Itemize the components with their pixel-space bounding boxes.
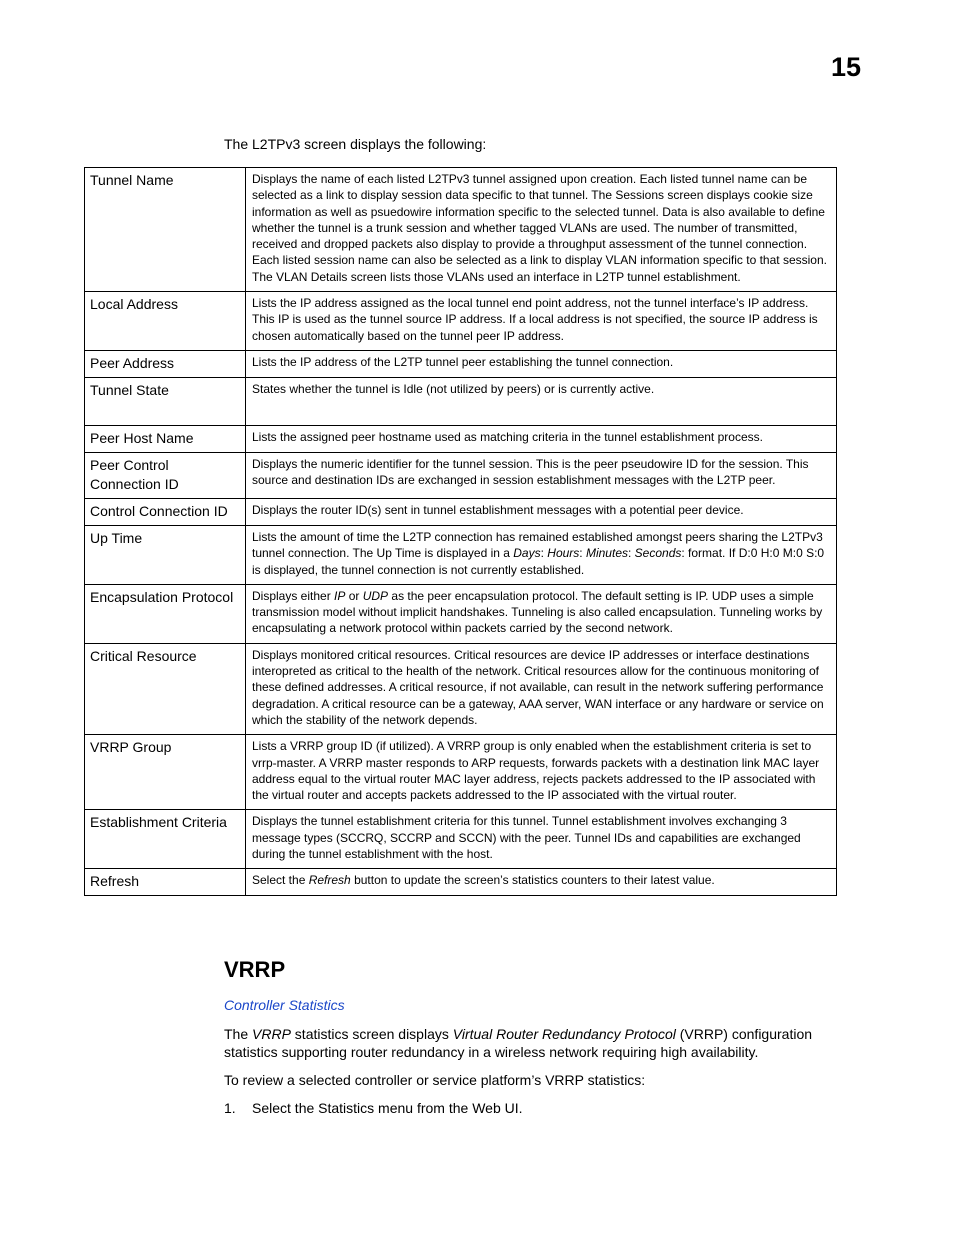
chapter-number: 15: [831, 52, 862, 82]
row-description: [246, 525, 837, 584]
text-segment: Lists the assigned peer hostname used as matching criteria in the tunnel establishment process.: [252, 429, 763, 444]
emphasis-text: VRRP: [252, 1026, 291, 1042]
table-row: [85, 643, 837, 734]
section-title: VRRP: [224, 957, 286, 982]
step-number: 1.: [224, 1100, 236, 1116]
table-row: [85, 810, 837, 869]
row-term: Tunnel State: [85, 377, 246, 425]
row-term: Peer Address: [85, 350, 246, 377]
table-row: [85, 377, 837, 425]
text-segment: (VRRP) configuration statistics supporting router redundancy in a wireless network requiring high availability.: [224, 1026, 813, 1060]
text-segment: :: [540, 546, 548, 561]
table-row: [85, 350, 837, 377]
row-description: [246, 810, 837, 869]
table-row: [85, 292, 837, 351]
row-term: Tunnel Name: [85, 168, 246, 292]
text-segment: :: [579, 546, 586, 561]
text-segment: Displays the name of each listed L2TPv3 tunnel assigned upon creation. Each listed tunnel name can be selected as a link to display session data specific to that tunnel. The Sessions screen displays cookie size information as well as psuedowire information specific to the selected tunnel. Data is also available to define whether the tunnel is a trunk session and whether tagged VLANs are used. The number of transmitted, received and dropped packets also display to provide a throughput assessment of the tunnel connection. Each listed session name can also be selected as a link to display VLAN information specific to that session. The VLAN Details screen lists those VLANs used an interface in L2TP tunnel establishment.: [252, 172, 827, 284]
text-segment: Displays monitored critical resources. Critical resources are device IP addresses or interface destinations interopreted as critical to the health of the network. Critical resources allow for the continuous monitoring of these defined addresses. A critical resource, if not available, can result in the network suffering performance degradation. A critical resource can be a gateway, AAA server, WAN interface or any hardware or service on which the stability of the network depends.: [252, 647, 824, 727]
text-segment: Lists the IP address assigned as the local tunnel end point address, not the tunnel interface’s IP address. This IP is used as the tunnel source IP address. If a local address is not specified, the source IP address is chosen automatically based on the tunnel peer IP address.: [252, 296, 818, 343]
row-term: Control Connection ID: [85, 498, 246, 525]
text-segment: Lists the IP address of the L2TP tunnel peer establishing the tunnel connection.: [252, 354, 674, 369]
row-term: Encapsulation Protocol: [85, 584, 246, 643]
text-segment: Displays the router ID(s) sent in tunnel establishment messages with a potential peer device.: [252, 502, 744, 517]
table-row: [85, 525, 837, 584]
section-paragraph-1: [224, 1025, 838, 1061]
intro-sentence: [224, 135, 486, 153]
emphasis-text: Seconds: [634, 546, 682, 561]
text-segment: The: [224, 1026, 253, 1042]
text-segment: Select the: [252, 873, 309, 888]
table-row: [85, 584, 837, 643]
row-term: Establishment Criteria: [85, 810, 246, 869]
step-text-after: menu from the Web UI.: [374, 1100, 523, 1116]
emphasis-text: UDP: [362, 588, 389, 603]
row-term: Critical Resource: [85, 643, 246, 734]
row-description: [246, 584, 837, 643]
emphasis-text: Refresh: [308, 873, 351, 888]
text-segment: :: [628, 546, 635, 561]
text-segment: Lists a VRRP group ID (if utilized). A VRRP group is only enabled when the establishment criteria is set to vrrp-master. A VRRP master responds to ARP requests, forwards packets with a destination link MAC layer address equal to the virtual router MAC layer address, rejects packets addressed to the IP associated with the virtual router and accepts packets addressed to the IP associated with the virtual router.: [252, 739, 820, 803]
emphasis-text: IP: [334, 588, 346, 603]
row-description: [246, 425, 837, 452]
row-term: Peer Control Connection ID: [85, 452, 246, 498]
row-description: [246, 350, 837, 377]
row-description: [246, 735, 837, 810]
text-segment: Lists the amount of time the L2TP connection has remained established amongst peers sharing the L2TPv3 tunnel connection. The Up Time is displayed in a: [252, 529, 823, 561]
text-segment: States whether the tunnel is Idle (not utilized by peers) or is currently active.: [252, 381, 655, 396]
text-segment: Displays the numeric identifier for the tunnel session. This is the peer pseudowire ID for the session. This source and destination IDs are exchanged in session establishment messages with the L2TP peer.: [252, 456, 809, 488]
text-segment: statistics screen displays: [290, 1026, 453, 1042]
row-term: Local Address: [85, 292, 246, 351]
row-term: Up Time: [85, 525, 246, 584]
text-segment: as the peer encapsulation protocol. The default setting is IP. UDP uses a simple transmission model without implicit handshakes. Tunneling is also called encapsulation. Tunneling works by encapsulating a network protocol within packets carried by the second network.: [252, 588, 823, 636]
row-description: [246, 869, 837, 896]
row-description: [246, 292, 837, 351]
table-row: [85, 735, 837, 810]
row-description: [246, 168, 837, 292]
emphasis-text: Days: [513, 546, 541, 561]
row-description: [246, 377, 837, 425]
controller-statistics-link[interactable]: Controller Statistics: [224, 997, 345, 1013]
row-description: [246, 452, 837, 498]
emphasis-text: Minutes: [585, 546, 628, 561]
intro-text-after: screen displays the following:: [300, 136, 487, 152]
intro-screen-name: L2TPv3: [252, 136, 301, 152]
definition-table: [84, 167, 837, 896]
section-paragraph-2: To review a selected controller or service platform’s VRRP statistics:: [224, 1072, 646, 1088]
statistics-menu-name: Statistics: [318, 1100, 375, 1116]
text-segment: button to update the screen’s statistics counters to their latest value.: [350, 873, 715, 888]
step-text-before: Select the: [252, 1100, 319, 1116]
intro-text-before: The: [224, 136, 253, 152]
table-row: [85, 168, 837, 292]
row-term: Peer Host Name: [85, 425, 246, 452]
text-segment: Displays the tunnel establishment criteria for this tunnel. Tunnel establishment involves exchanging 3 message types (SCCRQ, SCCRP and SCCN) with the peer. Tunnel IDs and capabilities are exchanged during the tunnel establishment with the host.: [252, 814, 801, 862]
row-description: [246, 643, 837, 734]
text-segment: or: [345, 588, 363, 603]
table-row: [85, 498, 837, 525]
step-1: [224, 1099, 523, 1117]
definition-table-body: [85, 168, 837, 896]
row-term: VRRP Group: [85, 735, 246, 810]
text-segment: Displays either: [252, 588, 335, 603]
row-description: [246, 498, 837, 525]
text-segment: : format. If D:0 H:0 M:0 S:0 is displayed, the tunnel connection is not currently established.: [252, 546, 825, 577]
row-term: Refresh: [85, 869, 246, 896]
table-row: [85, 452, 837, 498]
table-row: [85, 869, 837, 896]
emphasis-text: Virtual Router Redundancy Protocol: [452, 1026, 676, 1042]
emphasis-text: Hours: [547, 546, 580, 561]
table-row: [85, 425, 837, 452]
